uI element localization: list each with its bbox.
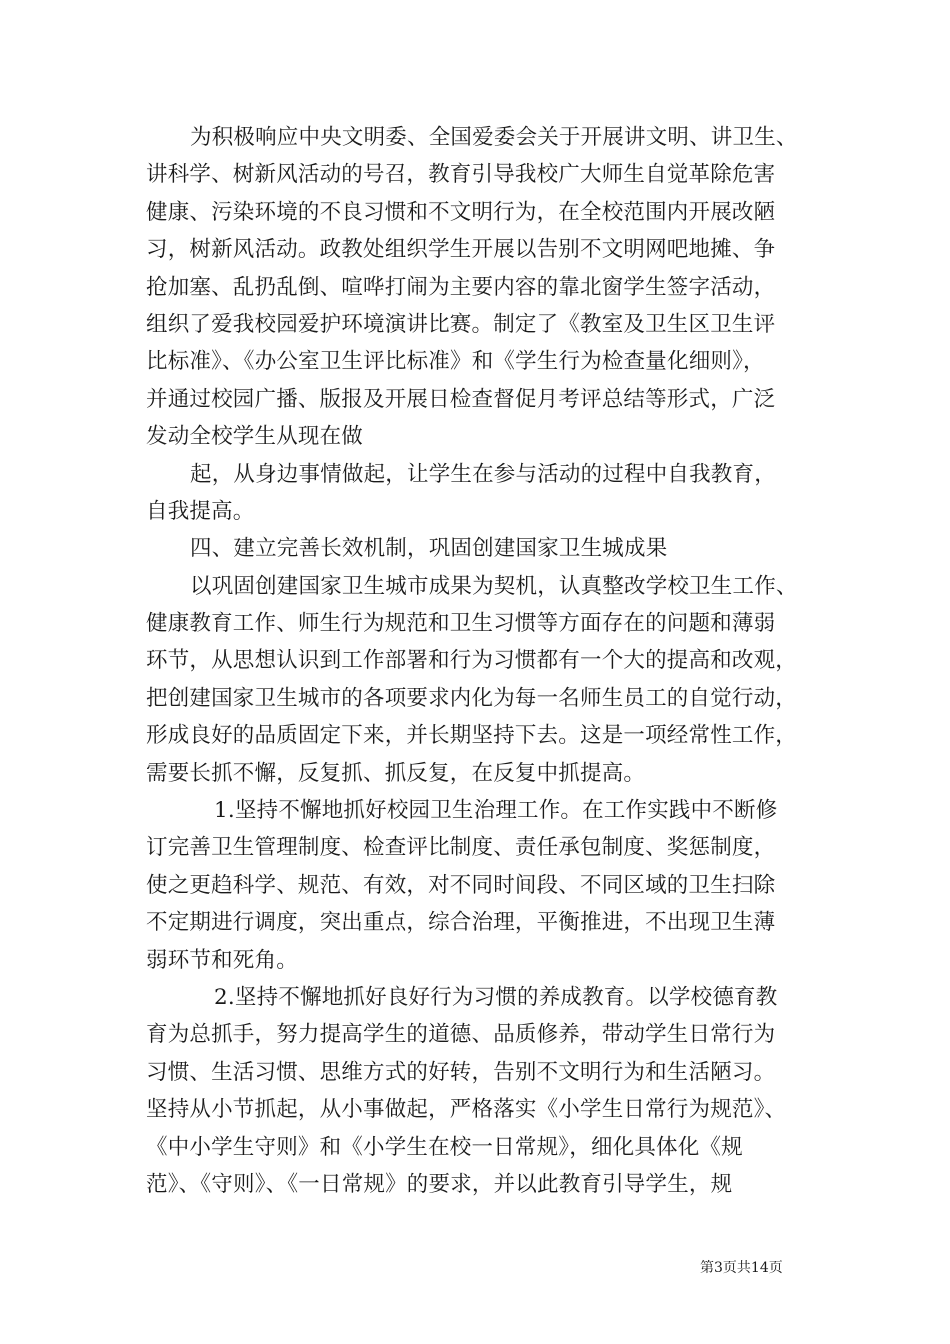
- section-heading: 四、建立完善长效机制，巩固创建国家卫生城成果: [190, 536, 668, 562]
- text-line: 使之更趋科学、规范、有效，对不同时间段、不同区域的卫生扫除: [146, 872, 776, 898]
- text-line: 环节，从思想认识到工作部署和行为习惯都有一个大的提高和改观，: [146, 648, 798, 674]
- text-line: 《中小学生守则》和《小学生在校一日常规》，细化具体化《规: [146, 1134, 743, 1160]
- text-line: 订完善卫生管理制度、检查评比制度、责任承包制度、奖惩制度，: [146, 835, 776, 861]
- text-line: 坚持从小节抓起，从小事做起，严格落实《小学生日常行为规范》、: [146, 1097, 787, 1123]
- list-item-start: 1.坚持不懈地抓好校园卫生治理工作。在工作实践中不断修: [214, 798, 778, 824]
- text-line: 范》、《守则》、《一日常规》的要求，并以此教育引导学生，规: [146, 1171, 733, 1197]
- text-line: 习，树新风活动。政教处组织学生开展以告别不文明网吧地摊、争: [146, 237, 776, 263]
- text-line: 讲科学、树新风活动的号召，教育引导我校广大师生自觉革除危害: [146, 162, 776, 188]
- text-line: 组织了爱我校园爱护环境演讲比赛。制定了《教室及卫生区卫生评: [146, 311, 776, 337]
- text-line: 把创建国家卫生城市的各项要求内化为每一名师生员工的自觉行动，: [146, 685, 798, 711]
- text-line: 起，从身边事情做起，让学生在参与活动的过程中自我教育，: [190, 461, 776, 487]
- text-line: 形成良好的品质固定下来，并长期坚持下去。这是一项经常性工作，: [146, 723, 798, 749]
- text-line: 发动全校学生从现在做: [146, 424, 364, 450]
- list-item-start: 2.坚持不懈地抓好良好行为习惯的养成教育。以学校德育教: [214, 984, 778, 1010]
- text-line: 并通过校园广播、版报及开展日检查督促月考评总结等形式，广泛: [146, 386, 776, 412]
- text-line: 自我提高。: [146, 498, 255, 524]
- text-line: 抢加塞、乱扔乱倒、喧哗打闹为主要内容的靠北窗学生签字活动，: [146, 274, 776, 300]
- text-line: 以巩固创建国家卫生城市成果为契机，认真整改学校卫生工作、: [190, 573, 798, 599]
- text-line: 比标准》、《办公室卫生评比标准》和《学生行为检查量化细则》，: [146, 349, 765, 375]
- text-line: 需要长抓不懈，反复抓、抓反复，在反复中抓提高。: [146, 760, 646, 786]
- text-line: 健康教育工作、师生行为规范和卫生习惯等方面存在的问题和薄弱: [146, 611, 776, 637]
- text-line: 习惯、生活习惯、思维方式的好转，告别不文明行为和生活陋习。: [146, 1059, 776, 1085]
- text-line: 为积极响应中央文明委、全国爱委会关于开展讲文明、讲卫生、: [190, 125, 798, 150]
- text-line: 弱环节和死角。: [146, 947, 298, 973]
- text-line: 育为总抓手，努力提高学生的道德、品质修养，带动学生日常行为: [146, 1022, 776, 1048]
- text-line: 不定期进行调度，突出重点，综合治理，平衡推进，不出现卫生薄: [146, 910, 776, 936]
- text-line: 健康、污染环境的不良习惯和不文明行为，在全校范围内开展改陋: [146, 199, 776, 225]
- body-text: [146, 119, 806, 1203]
- page-number: 第3页共14页: [700, 1260, 783, 1276]
